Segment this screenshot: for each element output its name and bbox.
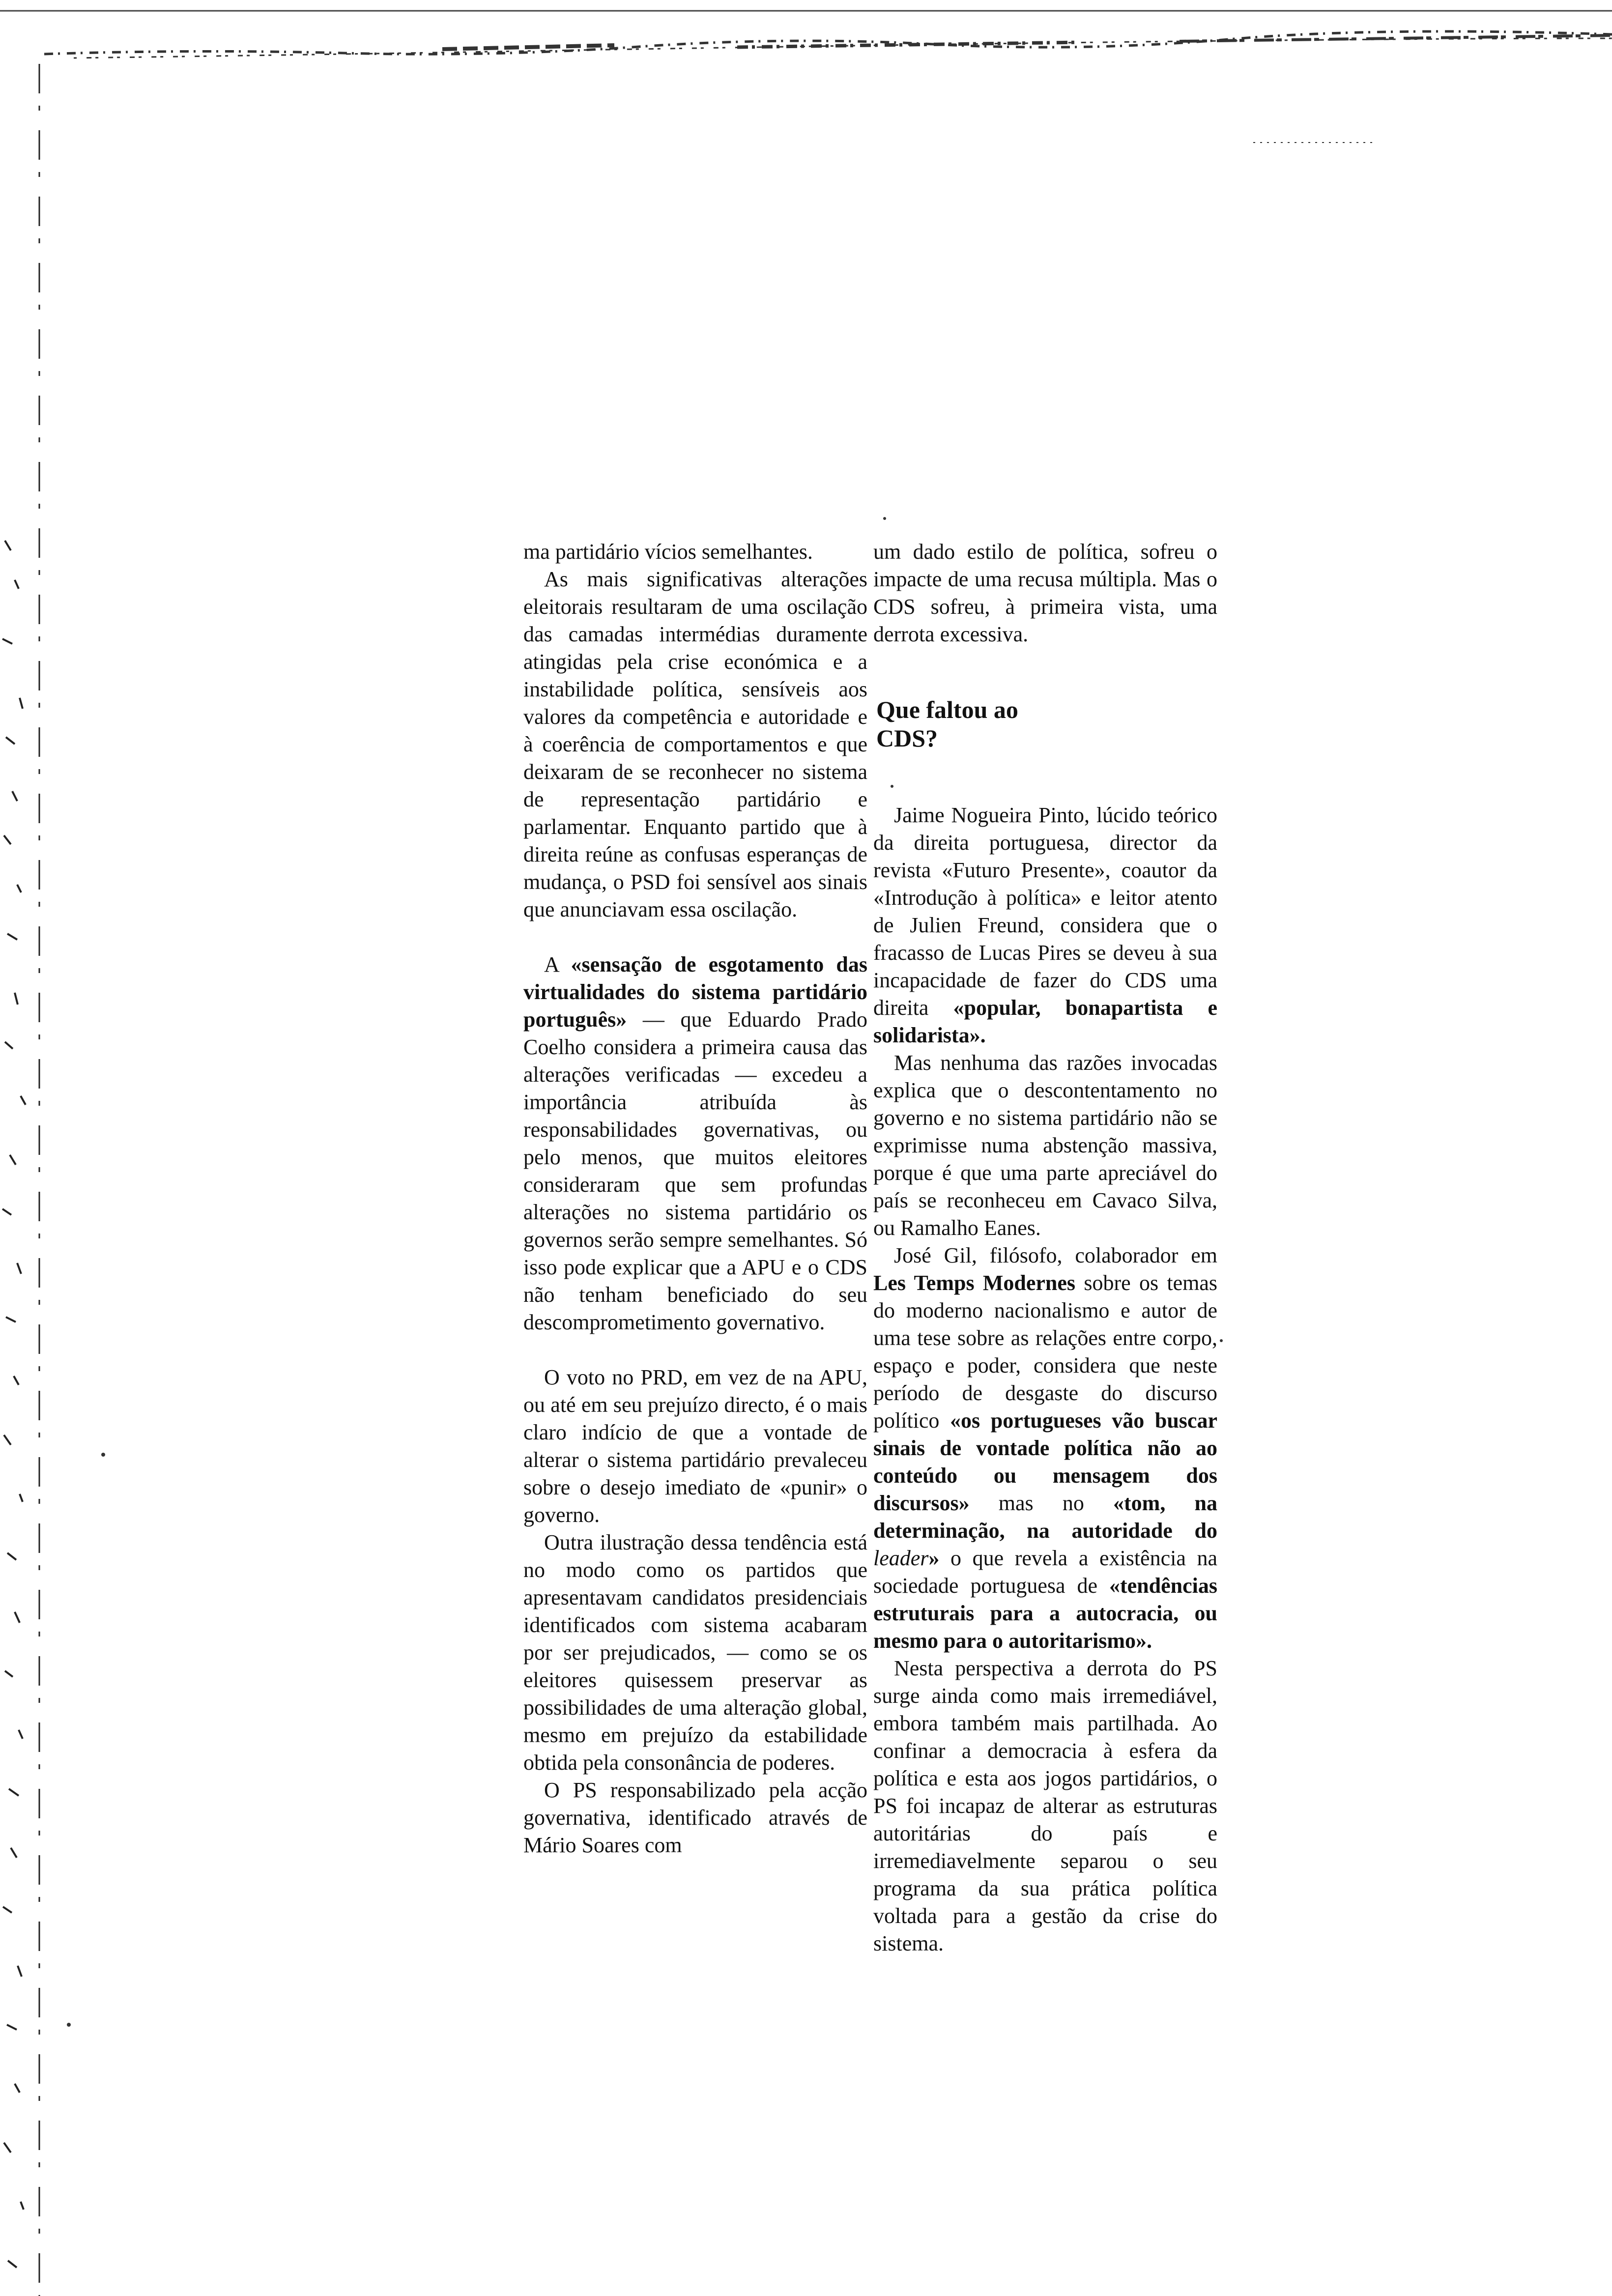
left-p3-text-a: A bbox=[544, 952, 571, 976]
section-heading: Que faltou ao CDS? bbox=[876, 696, 1018, 752]
left-margin-noise bbox=[2, 64, 39, 2296]
right-paragraph-4 bbox=[873, 1242, 1217, 1655]
right-p4-leader: leader bbox=[873, 1546, 929, 1570]
left-paragraph-5: Outra ilustração dessa tendência está no modo como os partidos que apresentavam candidatos presidenciais identificados com sistema acabaram por ser prejudicados, — como se os eleitores quisessem preservar as possibilidades de uma alteração global, mesmo em prejuízo da estabilidade obtida pela consonância de poderes. bbox=[523, 1530, 867, 1775]
right-p4-text-i: o que revela a existência na sociedade portuguesa de bbox=[873, 1546, 1217, 1598]
left-paragraph-1: ma partidário vícios semelhantes. bbox=[523, 540, 813, 564]
right-paragraph-5: Nesta perspectiva a derrota do PS surge ainda como mais irremediável, embora também mais partilhada. Ao confinar a democracia à esfera da política e esta aos jogos partidários, o PS foi incapaz de alterar as estruturas autoritárias do país e irremediavelmente separou o seu programa da sua prática política voltada para a gestão da crise do sistema. bbox=[873, 1656, 1217, 1955]
left-p3-quote: «sensação de esgotamento das virtualidades do sistema partidário português» bbox=[523, 952, 867, 1032]
right-p4-text-a: José Gil, filósofo, colaborador em bbox=[894, 1243, 1217, 1267]
top-scan-noise bbox=[0, 11, 1612, 143]
right-p2-quote: «popular, bonapartista e solidarista». bbox=[873, 996, 1218, 1047]
right-p4-text-c: sobre os temas do moderno nacionalismo e autor de uma tese sobre as relações entre corpo, espaço e poder, considera que neste período de desgaste do discurso político bbox=[873, 1271, 1217, 1433]
left-column bbox=[523, 538, 867, 1859]
left-paragraph-3 bbox=[523, 951, 867, 1336]
left-p3-text-c: — que Eduardo Prado Coelho considera a primeira causa das alterações verificadas — excedeu a importância atribuída às responsabilidades governativas, ou pelo menos, que muitos eleitores consideraram que sem profundas alterações no sistema partidário os governos serão sempre semelhantes. Só isso pode explicar que a APU e o CDS não tenham beneficiado do seu descomprometimento governativo. bbox=[523, 1007, 867, 1334]
right-p4-quote-2: «tom, na determinação, na autoridade do bbox=[873, 1491, 1217, 1543]
right-paragraph-3: Mas nenhuma das razões invocadas explica que o descontentamento no governo e no sistema partidário não se exprimisse numa abstenção massiva, porque é que uma parte apreciável do país se reconheceu em Cavaco Silva, ou Ramalho Eanes. bbox=[873, 1051, 1217, 1240]
right-p4-quote-3: «tendências estruturais para a autocracia, ou mesmo para o autoritarismo». bbox=[873, 1574, 1217, 1653]
right-p2-text: Jaime Nogueira Pinto, lúcido teórico da direita portuguesa, director da revista «Futuro Presente», coautor da «Introdução à política» e leitor atento de Julien Freund, considera que o fracasso de Lucas Pires se deveu à sua incapacidade de fazer do CDS uma direita bbox=[873, 803, 1217, 1020]
right-column bbox=[873, 538, 1217, 1957]
right-p4-text-e: mas no bbox=[969, 1491, 1114, 1515]
right-p4-journal: Les Temps Modernes bbox=[873, 1271, 1076, 1295]
left-paragraph-6: O PS responsabilizado pela acção governativa, identificado através de Mário Soares com bbox=[523, 1778, 867, 1857]
right-paragraph-1: um dado estilo de política, sofreu o impacte de uma recusa múltipla. Mas o CDS sofreu, à primeira vista, uma derrota excessiva. bbox=[873, 540, 1217, 646]
right-p4-quote-1: «os portugueses vão buscar sinais de vontade política não ao conteúdo ou mensagem dos discursos» bbox=[873, 1408, 1217, 1515]
left-paragraph-4: O voto no PRD, em vez de na APU, ou até em seu prejuízo directo, é o mais claro indício de que a vontade de alterar o sistema partidário prevaleceu sobre o desejo imediato de «punir» o governo. bbox=[523, 1365, 867, 1527]
left-paragraph-2: As mais significativas alterações eleitorais resultaram de uma oscilação das camadas intermédias duramente atingidas pela crise económica e a instabilidade política, sensíveis aos valores da competência e autoridade e à coerência de comportamentos e que deixaram de se reconhecer no sistema de representação partidário e parlamentar. Enquanto partido que à direita reúne as confusas esperanças de mudança, o PSD foi sensível aos sinais que anunciavam essa oscilação. bbox=[523, 567, 867, 921]
right-p4-quote-close: » bbox=[928, 1546, 940, 1570]
right-paragraph-2 bbox=[873, 802, 1217, 1049]
